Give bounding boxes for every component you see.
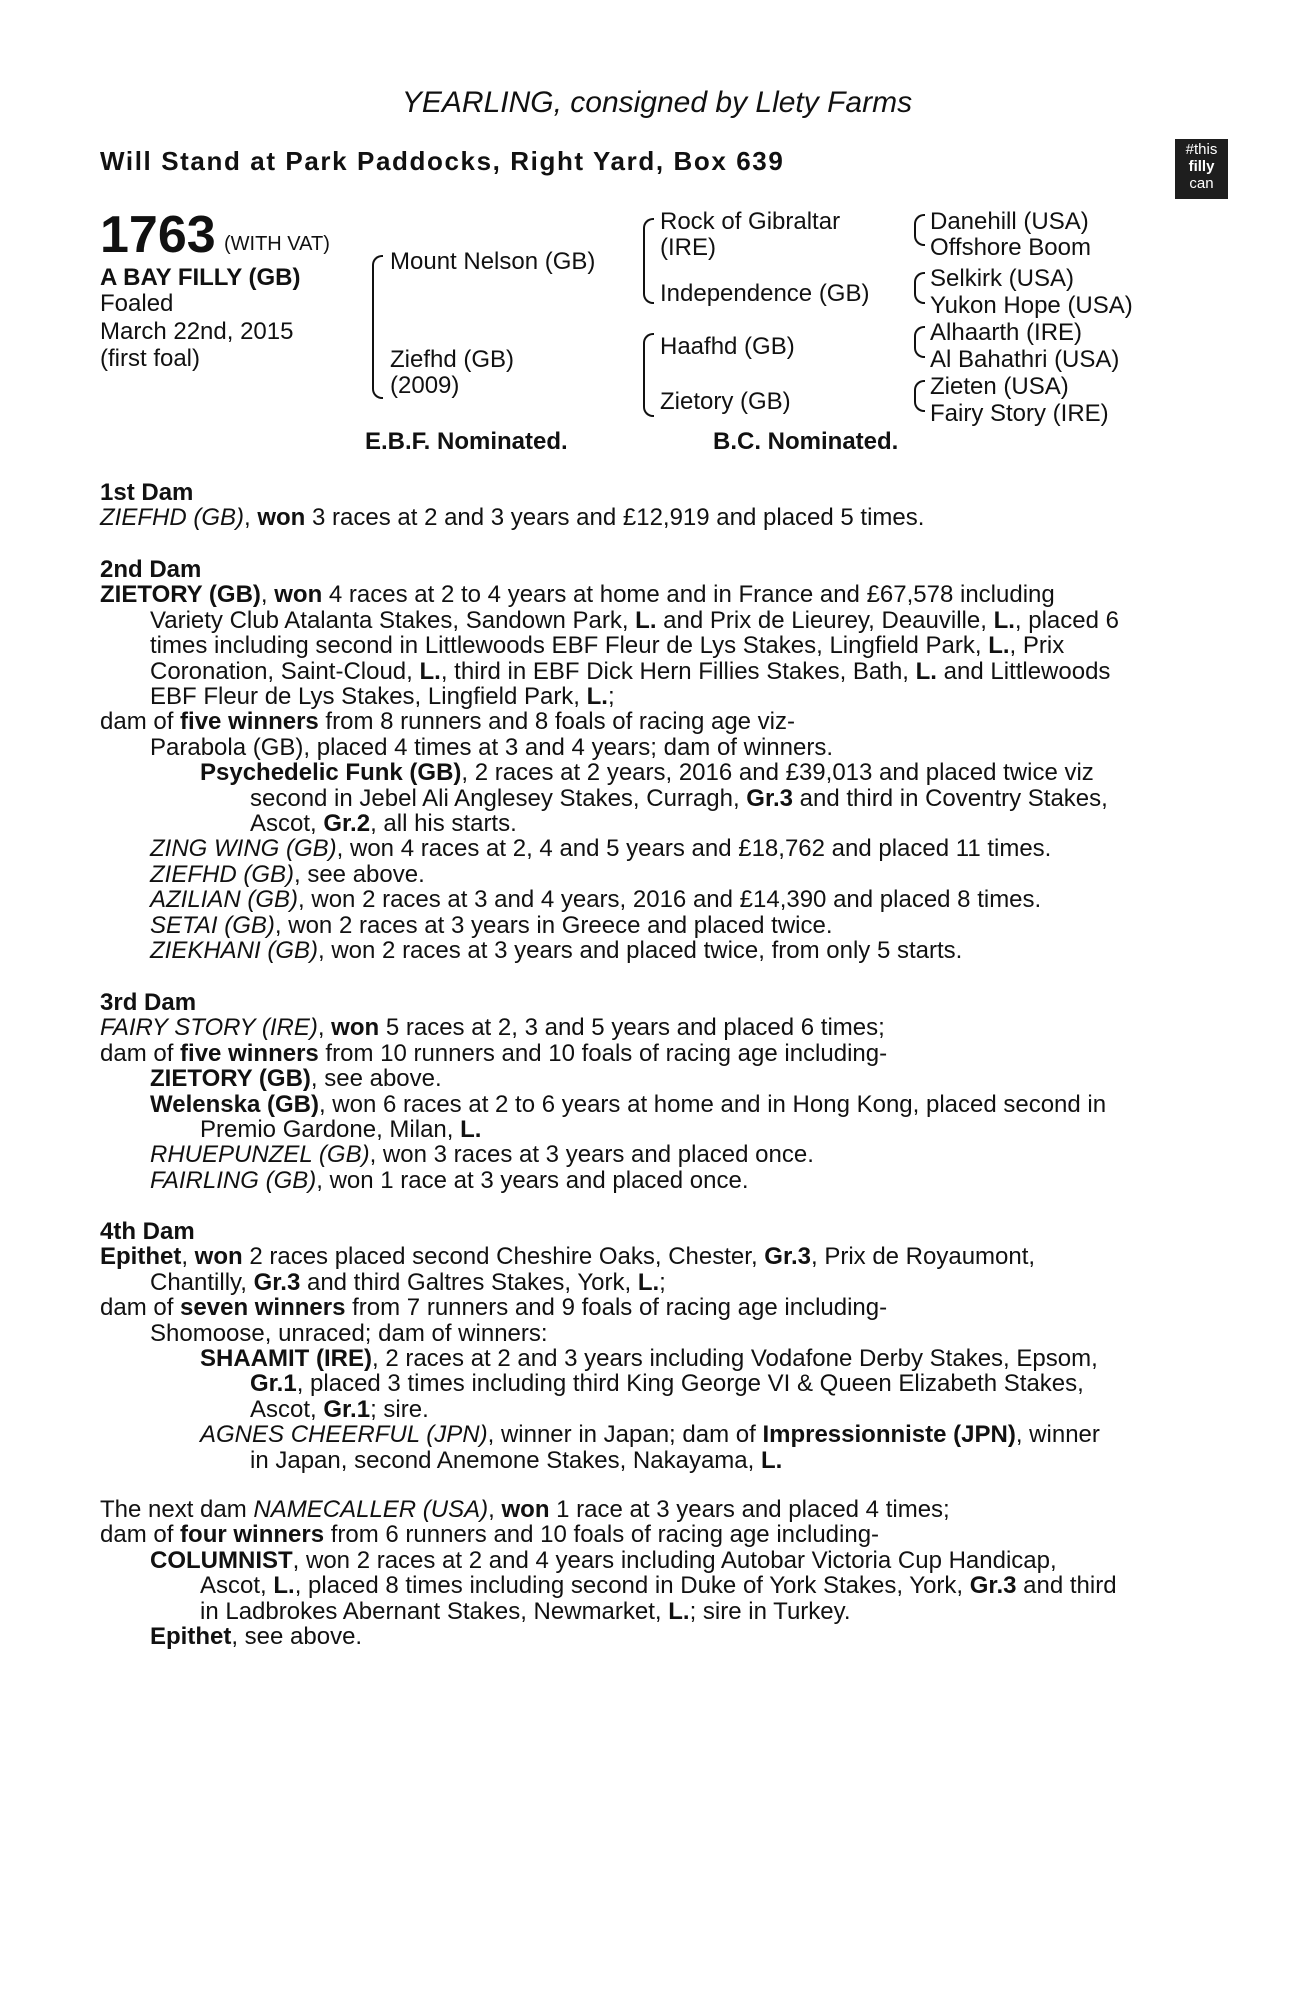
third-dam-section: 3rd Dam FAIRY STORY (IRE), won 5 races at 2, 3 and 5 years and placed 6 times; dam of five winners from 10 runners and 10 foals of racing age including- ZIETORY (GB), see above. Welenska (GB), won 6 races at 2 to 6 years at home and in Hong Kong, placed second in Premio Gardone, Milan, L. RHUEPUNZEL (GB), won 3 races at 3 years and placed once. FAIRLING (GB), won 1 race at 3 years and placed once.: [100, 989, 1107, 1194]
listed-mark: L.: [586, 683, 608, 711]
next-dam-section: The next dam NAMECALLER (USA), won 1 race at 3 years and placed 4 times; dam of four winners from 6 runners and 10 foals of racing age including- COLUMNIST, won 2 races at 2 and 4 years including Autobar Victoria Cup Handicap, Ascot, L., placed 8 times including second in Duke of York Stakes, York, Gr.3 and third in Ladbrokes Abernant Stakes, Newmarket, L.; sire in Turkey. Epithet, see above.: [100, 1496, 1117, 1651]
winners-count: five winners: [180, 1039, 319, 1067]
fourth-dam-record: and third Galtres Stakes, York,: [300, 1268, 638, 1296]
first-dam-name: ZIEFHD (GB): [100, 504, 244, 532]
produce-record: Ascot,: [200, 1572, 274, 1600]
produce-shaamit: SHAAMIT (IRE): [200, 1345, 372, 1373]
granddam-4: Fairy Story (IRE): [930, 400, 1109, 427]
sire: Mount Nelson (GB): [390, 248, 596, 275]
dam-of-text: dam of: [100, 1294, 181, 1322]
listed-mark: L.: [637, 1268, 660, 1296]
granddam-2: Yukon Hope (USA): [930, 292, 1133, 319]
produce-ziefhd: ZIEFHD (GB): [150, 860, 294, 888]
fourth-dam-record: , Prix de Royaumont,: [810, 1243, 1036, 1271]
next-dam-label: The next dam: [100, 1496, 254, 1523]
produce-record: , placed 3 times including third King George VI & Queen Elizabeth Stakes,: [296, 1370, 1084, 1398]
second-dam-line-3b: , Prix: [1009, 632, 1065, 660]
produce-record: , won 2 races at 3 years and placed twice, from only 5 starts.: [318, 937, 963, 965]
badge-line-2: filly: [1188, 158, 1215, 175]
produce-epithet: Epithet: [150, 1623, 232, 1651]
second-dam-line-4c: and Littlewoods: [936, 657, 1111, 685]
winners-count: seven winners: [180, 1294, 346, 1322]
listed-mark: L.: [635, 606, 657, 634]
badge-line-1: #this: [1185, 141, 1218, 158]
granddam-1: Offshore Boom: [930, 234, 1091, 261]
produce-record: , see above.: [310, 1065, 442, 1093]
second-dam-line-2: Variety Club Atalanta Stakes, Sandown Park,: [150, 606, 636, 634]
fourth-dam-record: Chantilly,: [150, 1268, 254, 1296]
produce-ziekhani: ZIEKHANI (GB): [150, 937, 319, 965]
runners-text: from 6 runners and 10 foals of racing age including-: [324, 1521, 880, 1549]
dam-of-text: dam of: [100, 1039, 181, 1067]
first-dam-heading: 1st Dam: [100, 479, 194, 506]
produce-record: , 2 races at 2 years, 2016 and £39,013 and placed twice viz: [461, 759, 1094, 787]
third-dam-record: 5 races at 2, 3 and 5 years and placed 6 times;: [379, 1014, 885, 1042]
first-foal-note: (first foal): [100, 345, 201, 372]
vat-note: (WITH VAT): [224, 233, 330, 255]
listed-mark: L.: [915, 657, 937, 685]
produce-record: , won 4 races at 2, 4 and 5 years and £18,762 and placed 11 times.: [336, 835, 1052, 863]
fourth-dam-name: Epithet: [100, 1243, 182, 1271]
grandsire-4: Zieten (USA): [930, 373, 1069, 400]
listed-mark: L.: [993, 606, 1015, 634]
second-dam-line-4b: , third in EBF Dick Hern Fillies Stakes, Bath,: [440, 657, 916, 685]
foaled-date: March 22nd, 2015: [100, 318, 294, 345]
fourth-dam-heading: 4th Dam: [100, 1218, 195, 1245]
winners-count: five winners: [180, 708, 319, 736]
produce-record: , won 6 races at 2 to 6 years at home and in Hong Kong, placed second in: [318, 1090, 1107, 1118]
listed-mark: L.: [273, 1572, 295, 1600]
produce-record: in Ladbrokes Abernant Stakes, Newmarket,: [200, 1597, 669, 1625]
first-dam-section: 1st Dam ZIEFHD (GB), won 3 races at 2 and 3 years and £12,919 and placed 5 times.: [100, 479, 925, 532]
lot-description: A BAY FILLY (GB): [100, 264, 301, 291]
second-dam-heading: 2nd Dam: [100, 556, 202, 583]
granddam-3: Al Bahathri (USA): [930, 346, 1120, 373]
produce-record: , won 2 races at 3 and 4 years, 2016 and £14,390 and placed 8 times.: [298, 886, 1042, 914]
produce-zietory: ZIETORY (GB): [150, 1065, 311, 1093]
lot-number: 1763: [100, 206, 216, 264]
bc-nominated: B.C. Nominated.: [713, 428, 899, 455]
sire-sire: Rock of Gibraltar: [660, 208, 841, 235]
produce-setai: SETAI (GB): [150, 911, 275, 939]
produce-record: , won 1 race at 3 years and placed once.: [316, 1166, 749, 1194]
produce-record: , 2 races at 2 and 3 years including Vodafone Derby Stakes, Epsom,: [371, 1345, 1098, 1373]
runners-text: from 7 runners and 9 foals of racing age including-: [345, 1294, 888, 1322]
produce-record: Ascot,: [250, 1395, 324, 1423]
produce-record: in Japan, second Anemone Stakes, Nakayama,: [250, 1446, 761, 1474]
sire-brace-top: [643, 218, 654, 262]
listed-mark: L.: [419, 657, 441, 685]
produce-psychedelic-funk: Psychedelic Funk (GB): [200, 759, 462, 787]
second-dam-line-2c: , placed 6: [1014, 606, 1119, 634]
dam-name: Ziefhd (GB): [390, 346, 515, 373]
dam-of-text: dam of: [100, 708, 181, 736]
listed-mark: L.: [988, 632, 1010, 660]
produce-record: , see above.: [294, 860, 425, 888]
foaled-label: Foaled: [100, 290, 174, 317]
dam-brace-bottom: [643, 375, 654, 417]
sire-sire-country: (IRE): [660, 234, 716, 261]
second-dam-line-4: Coronation, Saint-Cloud,: [150, 657, 420, 685]
produce-record: , won 2 races at 3 years in Greece and placed twice.: [274, 911, 833, 939]
second-dam-line-1: 4 races at 2 to 4 years at home and in France and £67,578 including: [322, 581, 1055, 609]
dam-sire: Haafhd (GB): [660, 333, 795, 360]
produce-record: Premio Gardone, Milan,: [200, 1116, 461, 1144]
produce-record: and third in Coventry Stakes,: [793, 784, 1108, 812]
dam-year: (2009): [390, 372, 460, 399]
runners-text: from 10 runners and 10 foals of racing age including-: [318, 1039, 888, 1067]
next-dam-won: won: [501, 1496, 550, 1523]
hashtag-badge: [1175, 139, 1228, 199]
dam-dam: Zietory (GB): [660, 388, 791, 415]
winners-count: four winners: [180, 1521, 325, 1549]
first-dam-won: won: [257, 504, 306, 532]
produce-rhuepunzel: RHUEPUNZEL (GB): [150, 1141, 370, 1169]
produce-record: , see above.: [231, 1623, 363, 1651]
badge-line-3: can: [1189, 175, 1214, 192]
produce-record: , won 2 races at 2 and 4 years including Autobar Victoria Cup Handicap,: [292, 1546, 1057, 1574]
group-mark: Gr.1: [323, 1395, 371, 1423]
grandsire-2: Selkirk (USA): [930, 265, 1075, 292]
produce-record: ; sire in Turkey.: [689, 1597, 851, 1625]
g-brace-4b: [914, 395, 925, 412]
second-dam-won: won: [274, 581, 323, 609]
produce-record: , winner: [1015, 1421, 1100, 1449]
pedigree-brace-top: [372, 255, 383, 329]
listed-mark: L.: [460, 1116, 482, 1144]
next-dam-name: NAMECALLER (USA): [253, 1496, 489, 1523]
produce-impressionniste: Impressionniste (JPN): [762, 1421, 1016, 1449]
dam-brace-top: [643, 333, 654, 377]
page-title: YEARLING, consigned by Llety Farms: [401, 86, 913, 119]
g-brace-1b: [914, 229, 925, 246]
runners-text: from 8 runners and 8 foals of racing age viz-: [318, 708, 796, 736]
second-dam-line-5: EBF Fleur de Lys Stakes, Lingfield Park,: [150, 683, 587, 711]
group-mark: Gr.3: [253, 1268, 301, 1296]
produce-record: , won 3 races at 3 years and placed once.: [369, 1141, 814, 1169]
next-dam-record: 1 race at 3 years and placed 4 times;: [549, 1496, 950, 1523]
produce-record: ; sire.: [370, 1395, 429, 1423]
fourth-dam-section: 4th Dam Epithet, won 2 races placed second Cheshire Oaks, Chester, Gr.3, Prix de Royaumont, Chantilly, Gr.3 and third Galtres Stakes, York, L.; dam of seven winners from 7 runners and 9 foals of racing age including- Shomoose, unraced; dam of winners: SHAAMIT (IRE), 2 races at 2 and 3 years including Vodafone Derby Stakes, Epsom, Gr.1, placed 3 times including third King George VI & Queen Elizabeth Stakes, Ascot, Gr.1; sire. AGNES CHEERFUL (JPN), winner in Japan; dam of Impressionniste (JPN), winner in Japan, second Anemone Stakes, Nakayama, L.: [100, 1218, 1100, 1474]
listed-mark: L.: [668, 1597, 690, 1625]
produce-columnist: COLUMNIST: [150, 1546, 293, 1574]
produce-record: second in Jebel Ali Anglesey Stakes, Curragh,: [250, 784, 747, 812]
produce-welenska: Welenska (GB): [150, 1090, 319, 1118]
produce-record: , placed 8 times including second in Duke of York Stakes, York,: [294, 1572, 970, 1600]
second-dam-section: 2nd Dam ZIETORY (GB), won 4 races at 2 to 4 years at home and in France and £67,578 including Variety Club Atalanta Stakes, Sandown Park, L. and Prix de Lieurey, Deauville, L., placed 6 times including second in Littlewoods EBF Fleur de Lys Stakes, Lingfield Park, L., Prix Coronation, Saint-Cloud, L., third in EBF Dick Hern Fillies Stakes, Bath, L. and Littlewoods EBF Fleur de Lys Stakes, Lingfield Park, L.; dam of five winners from 8 runners and 8 foals of racing age viz- Parabola (GB), placed 4 times at 3 and 4 years; dam of winners. Psychedelic Funk (GB), 2 races at 2 years, 2016 and £39,013 and placed twice viz second in Jebel Ali Anglesey Stakes, Curragh, Gr.3 and third in Coventry Stakes, Ascot, Gr.2, all his starts. ZING WING (GB), won 4 races at 2, 4 and 5 years and £18,762 and placed 11 times. ZIEFHD (GB), see above. AZILIAN (GB), won 2 races at 3 and 4 years, 2016 and £14,390 and placed 8 times. SETAI (GB), won 2 races at 3 years in Greece and placed twice. ZIEKHANI (GB), won 2 races at 3 years and placed twice, from only 5 starts.: [100, 556, 1119, 965]
listed-mark: L.: [760, 1446, 783, 1474]
produce-record: Ascot,: [250, 810, 324, 838]
produce-fairling: FAIRLING (GB): [150, 1166, 317, 1194]
second-dam-line-5b: ;: [607, 683, 615, 711]
produce-parabola: Parabola (GB), placed 4 times at 3 and 4 years; dam of winners.: [150, 733, 834, 761]
grandsire-1: Danehill (USA): [930, 208, 1089, 235]
third-dam-heading: 3rd Dam: [100, 989, 197, 1016]
third-dam-won: won: [331, 1014, 380, 1042]
g-brace-2b: [914, 287, 925, 304]
second-dam-name: ZIETORY (GB): [100, 581, 261, 609]
group-mark: Gr.1: [250, 1370, 297, 1398]
group-mark: Gr.3: [746, 784, 793, 812]
dam-of-text: dam of: [100, 1521, 181, 1549]
punctuation: ;: [659, 1268, 666, 1296]
produce-azilian: AZILIAN (GB): [150, 886, 299, 914]
fourth-dam-record: 2 races placed second Cheshire Oaks, Chester,: [242, 1243, 765, 1271]
stand-location: Will Stand at Park Paddocks, Right Yard, Box 639: [100, 146, 785, 176]
sire-dam: Independence (GB): [660, 280, 870, 307]
produce-record: and third: [1016, 1572, 1117, 1600]
produce-agnes-cheerful: AGNES CHEERFUL (JPN): [200, 1421, 488, 1449]
group-mark: Gr.3: [764, 1243, 811, 1271]
third-dam-name: FAIRY STORY (IRE): [100, 1014, 318, 1042]
second-dam-line-3: times including second in Littlewoods EBF Fleur de Lys Stakes, Lingfield Park,: [150, 632, 989, 660]
grandsire-3: Alhaarth (IRE): [930, 319, 1083, 346]
produce-shomoose: Shomoose, unraced; dam of winners:: [150, 1319, 548, 1347]
first-dam-record: 3 races at 2 and 3 years and £12,919 and placed 5 times.: [305, 504, 925, 532]
group-mark: Gr.3: [969, 1572, 1017, 1600]
group-mark: Gr.2: [323, 810, 371, 838]
ebf-nominated: E.B.F. Nominated.: [365, 428, 568, 455]
produce-zing-wing: ZING WING (GB): [150, 835, 337, 863]
produce-record: , all his starts.: [370, 810, 517, 838]
produce-record: , winner in Japan; dam of: [487, 1421, 763, 1449]
g-brace-3b: [914, 341, 925, 358]
second-dam-line-2b: and Prix de Lieurey, Deauville,: [656, 606, 994, 634]
pedigree-brace-bottom: [372, 327, 383, 399]
sire-brace-bottom: [643, 260, 654, 304]
fourth-dam-won: won: [194, 1243, 243, 1271]
